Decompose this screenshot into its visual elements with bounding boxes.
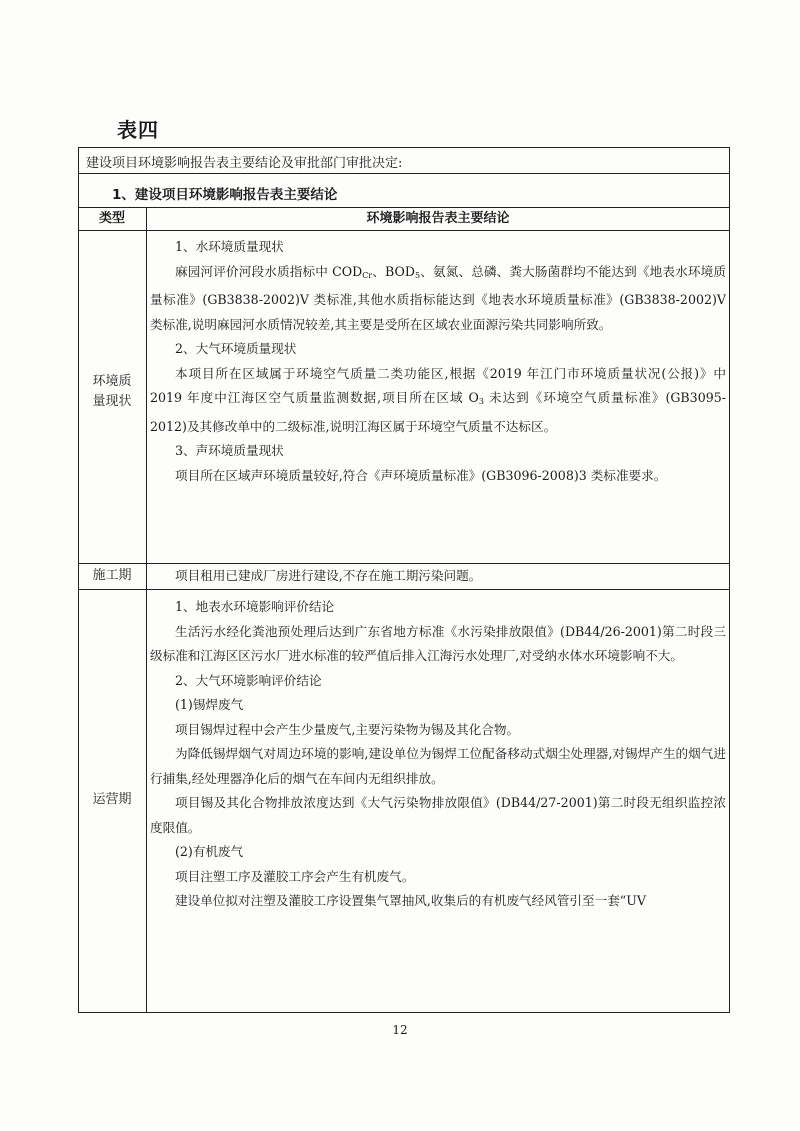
operation-p1: 1、地表水环境影响评价结论 [175,599,335,614]
env-p3: 2、大气环境质量现状 [175,341,297,356]
divider-construction [78,589,730,590]
operation-p8: (2)有机废气 [175,844,244,859]
intro-text: 建设项目环境影响报告表主要结论及审批部门审批决定: [86,156,403,171]
operation-p10: 建设单位拟对注塑及灌胶工序设置集气罩抽风,收集后的有机废气经风管引至一套“UV [175,893,646,908]
operation-p3: 2、大气环境影响评价结论 [175,672,322,688]
operation-p2: 生活污水经化粪池预处理后达到广东省地方标准《水污染排放限值》(DB44/26-2001)第二时段三级标准和江海区区污水厂进水标准的较严值后排入江海污水处理厂,对受纳水体水环境影响不大。 [150,623,726,663]
divider-intro [78,173,730,174]
env-p4: 本项目所在区域属于环境空气质量二类功能区,根据《2019 年江门市环境质量状况(公报)》中 2019 年度中江海区空气质量监测数据,项目所在区域 $O_3$ 未达到《环境空气质量标准》(GB3095-2012)及其修改单中的二级标准,说明江海区属于环境空气质量不达标区。 [150,365,726,434]
construction-p1: 项目租用已建成厂房进行建设,不存在施工期污染问题。 [175,568,482,583]
header-type: 类型 [98,211,125,226]
divider-heading [78,207,730,208]
category-env: 环境质量现状 [92,374,132,409]
content-operation [150,595,726,914]
category-operation: 运营期 [92,792,132,807]
env-p2: 麻园河评价河段水质指标中 $COD_{Cr}$、$BOD_5$、氨氮、总磷、粪大肠菌群均不能达到《地表水环境质量标准》(GB3838-2002)V 类标准,其他水质指标能达到《地表水环境质量标准》(GB3838-2002)V 类标准,说明麻园河水质情况较差,其主要是受所在区域农业面源污染共同影响所致。 [150,263,726,332]
env-p6: 项目所在区域声环境质量较好,符合《声环境质量标准》(GB3096-2008)3 类标准要求。 [175,467,667,483]
env-p5: 3、声环境质量现状 [175,443,284,458]
page-number: 12 [392,1023,408,1037]
column-divider [146,207,147,1013]
env-p1: 1、水环境质量现状 [175,239,284,254]
content-construction [150,564,726,589]
operation-p4: (1)锡焊废气 [175,697,244,712]
header-conclusion: 环境影响报告表主要结论 [366,211,510,226]
category-construction: 施工期 [92,568,132,583]
divider-header [78,230,730,231]
content-env [150,235,726,488]
operation-p7: 项目锡及其化合物排放浓度达到《大气污染物排放限值》(DB44/27-2001)第二时段无组织监控浓度限值。 [150,795,726,835]
operation-p5: 项目锡焊过程中会产生少量废气,主要污染物为锡及其化合物。 [175,721,520,737]
operation-p9: 项目注塑工序及灌胶工序会产生有机废气。 [175,868,415,884]
page-title: 表四 [117,118,159,142]
section-heading: 1、建设项目环境影响报告表主要结论 [112,187,338,203]
operation-p6: 为降低锡焊烟气对周边环境的影响,建设单位为锡焊工位配备移动式烟尘处理器,对锡焊产生的烟气进行捕集,经处理器净化后的烟气在车间内无组织排放。 [150,746,726,786]
